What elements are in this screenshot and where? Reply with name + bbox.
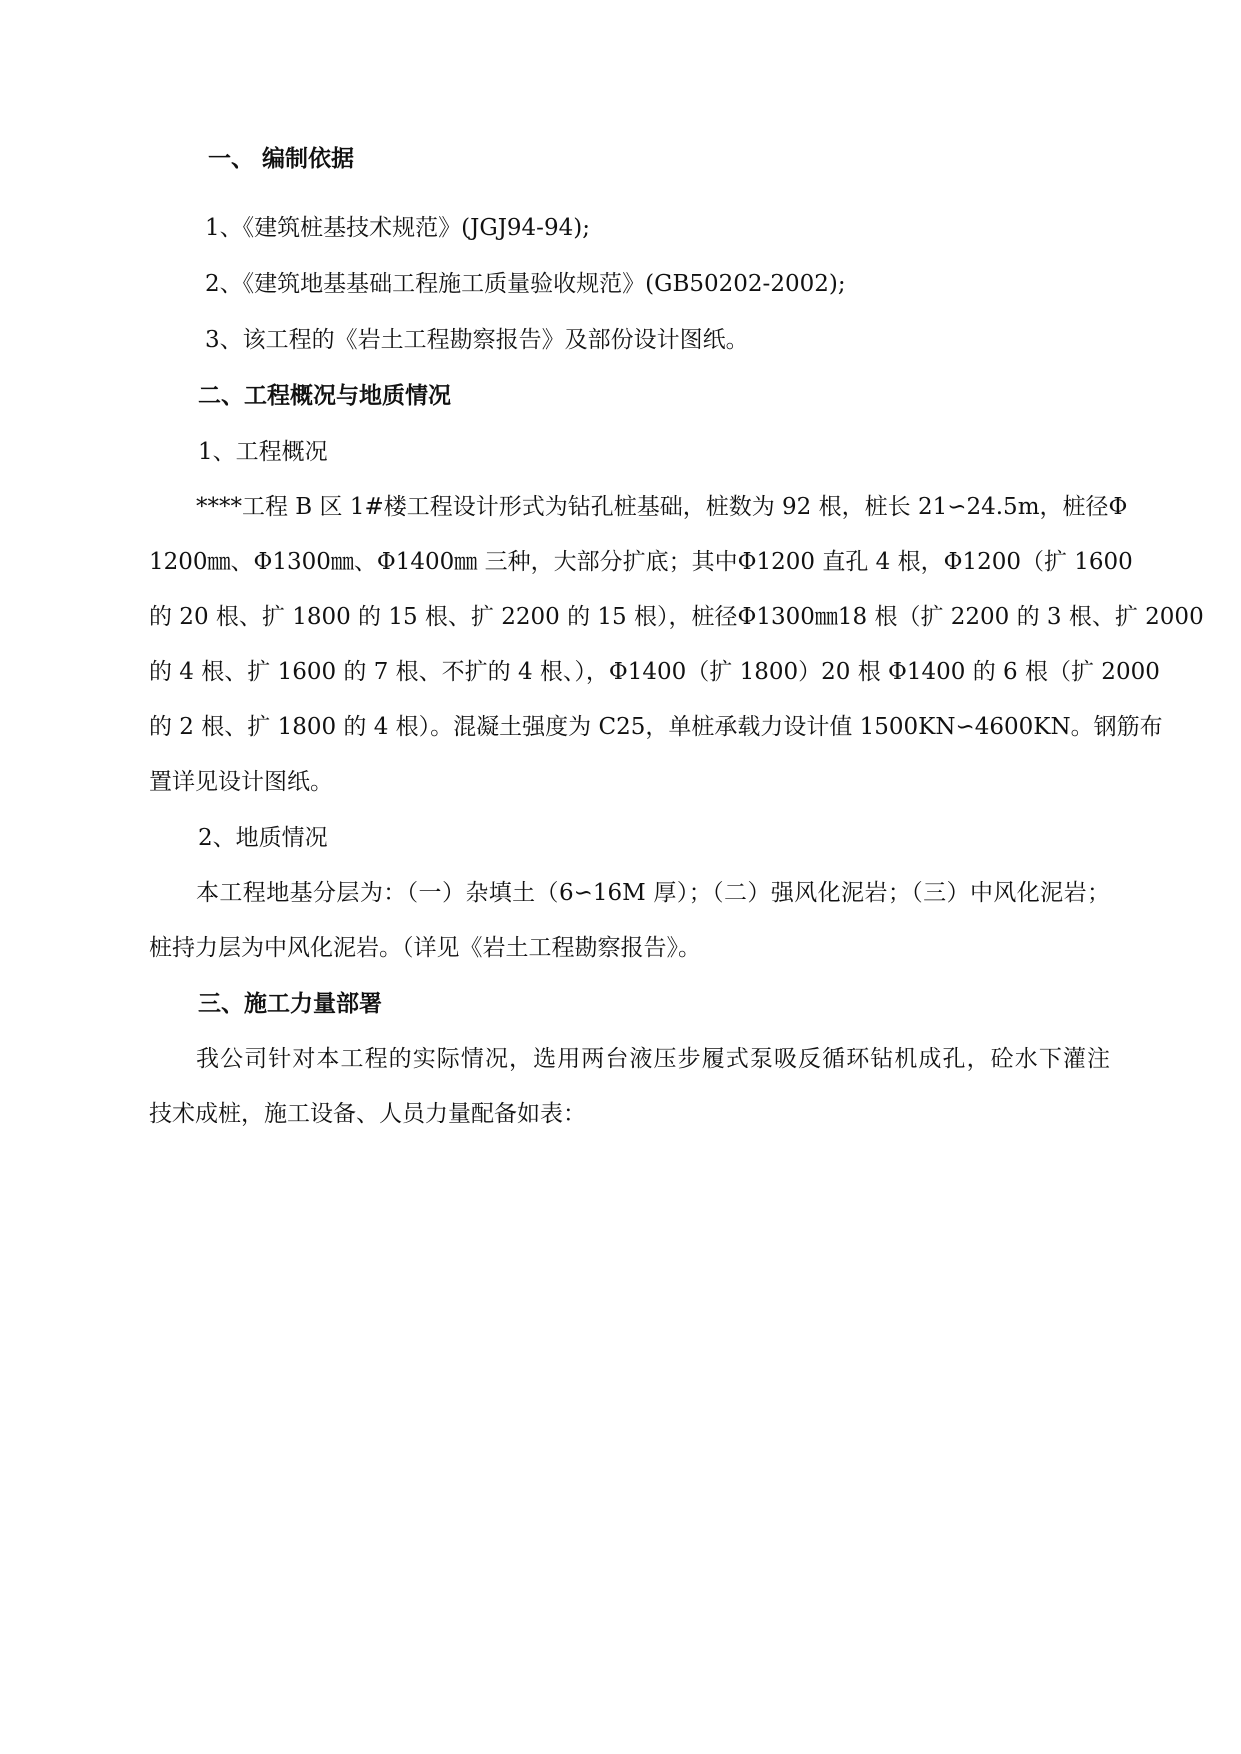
section3-heading: 三、施工力量部署	[198, 991, 382, 1017]
section2-heading: 二、工程概况与地质情况	[198, 383, 451, 409]
section3-paragraph	[149, 1032, 1110, 1142]
section2-sub1-heading: 1、工程概况	[198, 439, 328, 465]
paragraph-line: 我公司针对本工程的实际情况，选用两台液压步履式泵吸反循环钻机成孔，砼水下灌注	[196, 1046, 1110, 1072]
section2-sub2-paragraph	[149, 866, 1110, 976]
section1-item-3: 3、该工程的《岩土工程勘察报告》及部份设计图纸。	[205, 327, 749, 353]
paragraph-line: 桩持力层为中风化泥岩。（详见《岩土工程勘察报告》。	[149, 935, 701, 961]
section1-item-2: 2、《建筑地基基础工程施工质量验收规范》(GB50202-2002);	[205, 271, 846, 297]
paragraph-line: 的 4 根、扩 1600 的 7 根、不扩的 4 根、），Φ1400（扩 1800）20 根 Φ1400 的 6 根（扩 2000	[149, 659, 1160, 685]
paragraph-line: 的 2 根、扩 1800 的 4 根）。混凝土强度为 C25，单桩承载力设计值 1500KN∽4600KN。钢筋布	[149, 714, 1163, 740]
section2-sub2-heading: 2、地质情况	[198, 825, 328, 851]
paragraph-line: 1200㎜、Φ1300㎜、Φ1400㎜ 三种，大部分扩底；其中Φ1200 直孔 4 根，Φ1200（扩 1600	[149, 549, 1133, 575]
section2-sub1-paragraph	[149, 480, 1204, 810]
section1-item-1: 1、《建筑桩基技术规范》(JGJ94-94);	[205, 215, 590, 241]
paragraph-line: 的 20 根、扩 1800 的 15 根、扩 2200 的 15 根），桩径Φ1300㎜18 根（扩 2200 的 3 根、扩 2000	[149, 604, 1204, 630]
paragraph-line: ****工程 B 区 1#楼工程设计形式为钻孔桩基础，桩数为 92 根，桩长 21∽24.5m，桩径Φ	[196, 494, 1128, 520]
document-body	[149, 146, 1204, 1142]
paragraph-line: 本工程地基分层为：（一）杂填土（6∽16M 厚）；（二）强风化泥岩；（三）中风化泥岩；	[196, 880, 1110, 906]
section1-heading: 一、 编制依据	[208, 146, 355, 172]
paragraph-line: 置详见设计图纸。	[149, 769, 333, 795]
paragraph-line: 技术成桩，施工设备、人员力量配备如表：	[149, 1101, 586, 1127]
